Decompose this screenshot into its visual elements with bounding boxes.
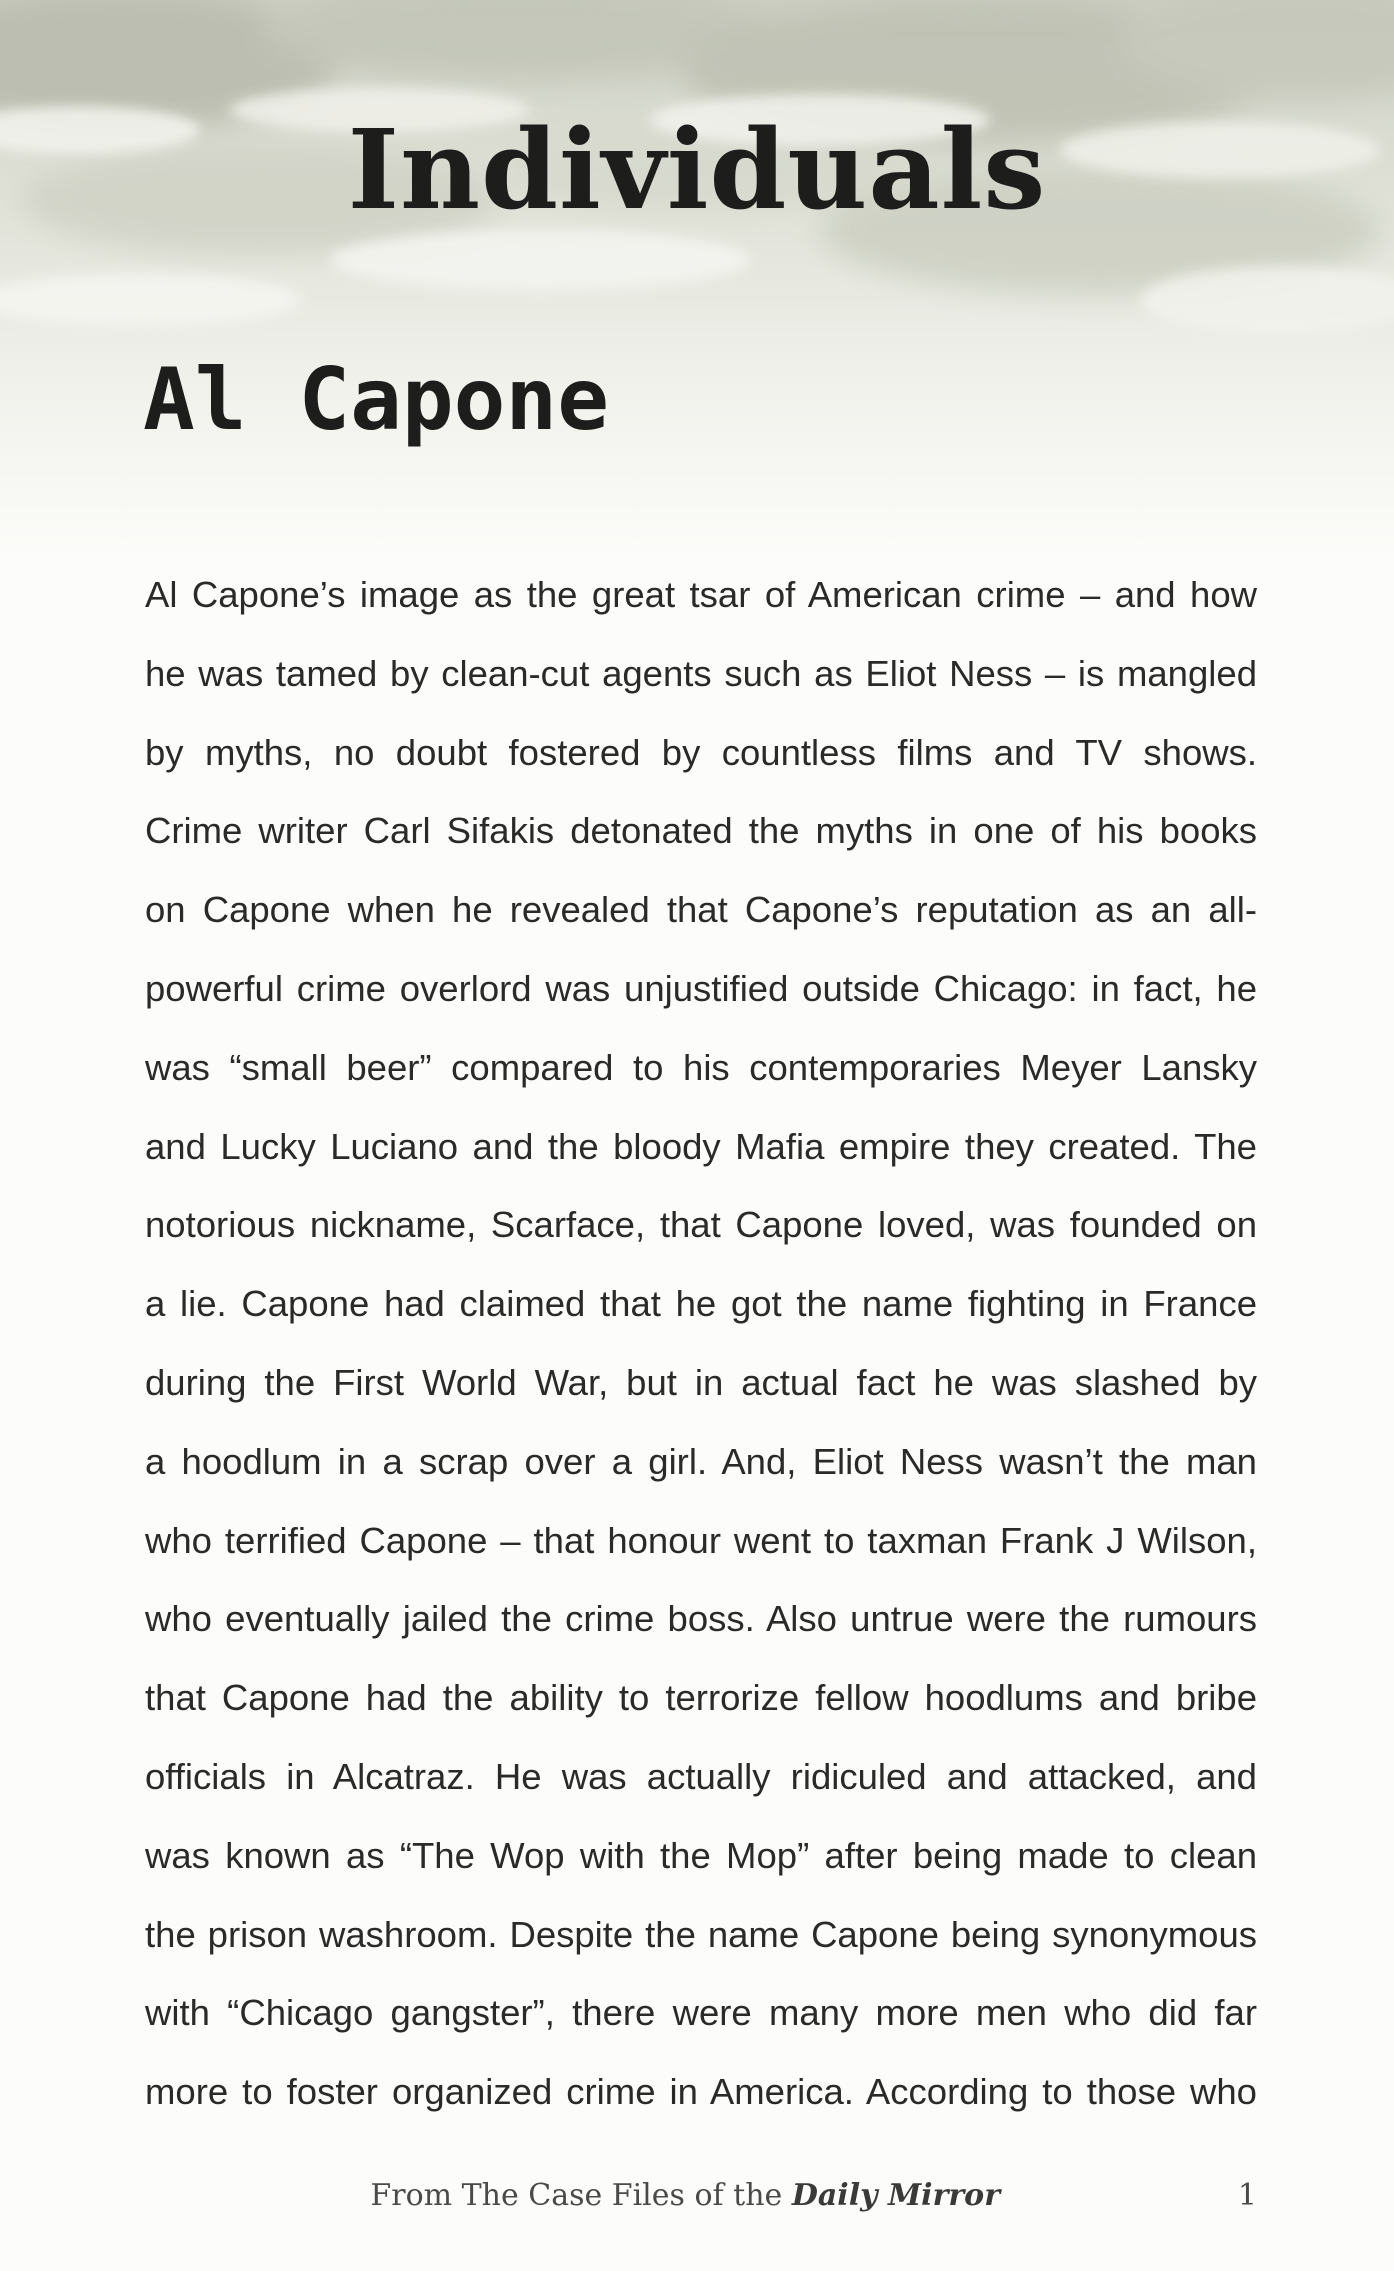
cloudy-sky-background (0, 0, 1394, 560)
body-line: that Capone had the ability to terrorize fellow hoodlums and bribe (145, 1677, 1257, 1719)
body-line: who terrified Capone – that honour went to taxman Frank J Wilson, (145, 1519, 1257, 1561)
body-line: a hoodlum in a scrap over a girl. And, Eliot Ness wasn’t the man (145, 1440, 1257, 1482)
body-line: he was tamed by clean-cut agents such as Eliot Ness – is mangled (145, 652, 1257, 694)
body-line: on Capone when he revealed that Capone’s reputation as an all- (145, 889, 1257, 931)
body-line: powerful crime overlord was unjustified outside Chicago: in fact, he (145, 967, 1257, 1009)
body-line: who eventually jailed the crime boss. Also untrue were the rumours (145, 1598, 1257, 1640)
body-line: by myths, no doubt fostered by countless films and TV shows. (145, 731, 1257, 773)
body-line: more to foster organized crime in America. According to those who (145, 2071, 1257, 2113)
body-line: the prison washroom. Despite the name Capone being synonymous (145, 1913, 1257, 1955)
body-line: was “small beer” compared to his contemporaries Meyer Lansky (145, 1046, 1257, 1088)
body-line: and Lucky Luciano and the bloody Mafia empire they created. The (145, 1125, 1257, 1167)
article-title: Al Capone (143, 350, 609, 450)
footer-credit (370, 2171, 1000, 2221)
article-body (145, 556, 1257, 2132)
cloud-texture (0, 0, 1394, 560)
body-line: notorious nickname, Scarface, that Capone loved, was founded on (145, 1204, 1257, 1246)
publication-name: Daily Mirror (791, 2178, 1000, 2213)
section-title: Individuals (347, 105, 1047, 234)
page-footer (0, 2171, 1394, 2221)
body-line: a lie. Capone had claimed that he got the name fighting in France (145, 1283, 1257, 1325)
body-line: Crime writer Carl Sifakis detonated the myths in one of his books (145, 810, 1257, 852)
body-line: officials in Alcatraz. He was actually ridiculed and attacked, and (145, 1755, 1257, 1797)
body-line: during the First World War, but in actual fact he was slashed by (145, 1361, 1257, 1403)
footer-credit-prefix: From The Case Files of the (370, 2178, 783, 2213)
body-line: was known as “The Wop with the Mop” after being made to clean (145, 1834, 1257, 1876)
body-line: Al Capone’s image as the great tsar of American crime – and how (145, 574, 1257, 615)
body-line: with “Chicago gangster”, there were many more men who did far (145, 1992, 1257, 2034)
page-number: 1 (1237, 2178, 1257, 2213)
